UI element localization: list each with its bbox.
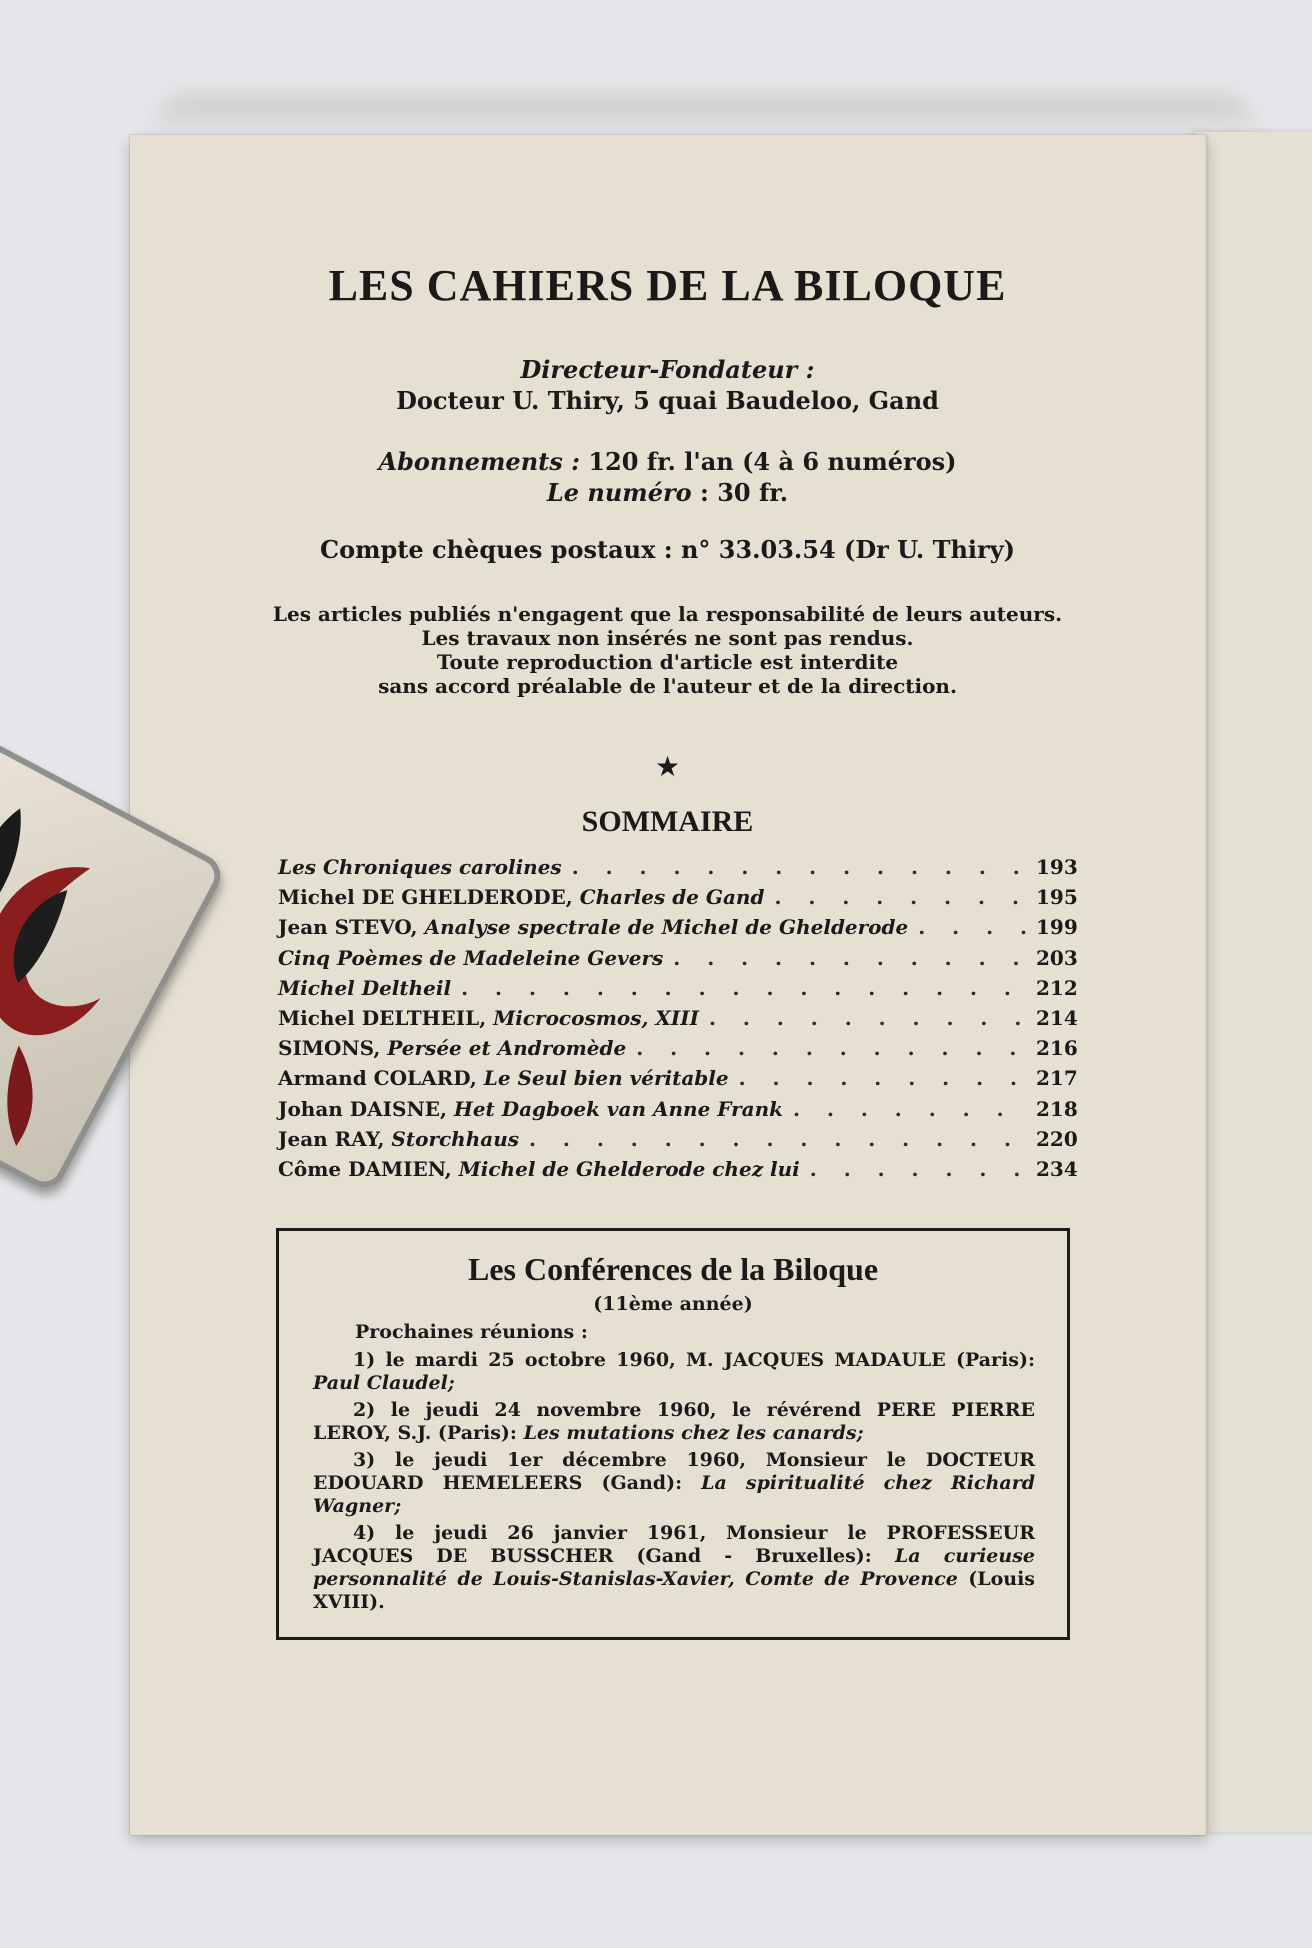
toc-entry	[278, 975, 1078, 1006]
toc-entry	[278, 1156, 1078, 1187]
conference-title: Paul Claudel;	[313, 1372, 455, 1394]
toc-work: Les Chroniques carolines	[278, 855, 562, 879]
toc-leader	[810, 1157, 1026, 1181]
notice-line: Les articles publiés n'engagent que la responsabilité de leurs auteurs.	[272, 602, 1063, 626]
toc-page-number: 199	[1036, 915, 1078, 940]
toc-work: Cinq Poèmes de Madeleine Gevers	[278, 945, 664, 970]
toc-author: SIMONS,	[278, 1036, 388, 1061]
toc-author: Côme DAMIEN,	[278, 1156, 459, 1181]
toc-entry	[278, 945, 1078, 976]
conference-title: La curieuse personnalité de Louis-Stanislas-Xavier, Comte de Provence	[313, 1545, 1035, 1590]
directeur-block	[130, 355, 1205, 415]
toc-entry	[278, 1005, 1078, 1036]
conference-text: 3) le jeudi 1er décembre 1960, Monsieur le DOCTEUR EDOUARD HEMELEERS (Gand):	[313, 1449, 1035, 1494]
star-divider: ★	[654, 750, 681, 783]
abonnements-block	[130, 447, 1205, 507]
conference-item	[313, 1449, 1035, 1518]
toc-work: Analyse spectrale de Michel de Ghelderode	[424, 915, 909, 940]
conference-title: La spiritualité chez Richard Wagner;	[313, 1472, 1035, 1517]
conference-text: 1) le mardi 25 octobre 1960, M. JACQUES MADAULE (Paris):	[353, 1349, 1035, 1371]
toc-work: Persée et Andromède	[387, 1036, 627, 1061]
toc-entry	[278, 1096, 1078, 1127]
toc-entry	[278, 915, 1078, 945]
toc-page-number: 203	[1036, 945, 1078, 970]
conference-title: Les mutations chez les canards;	[523, 1422, 864, 1444]
booklet-page	[130, 135, 1207, 1835]
toc-author: Michel DE GHELDERODE,	[278, 885, 580, 910]
toc-page-number: 193	[1036, 855, 1078, 879]
directeur-value: Docteur U. Thiry, 5 quai Baudeloo, Gand	[396, 386, 939, 415]
toc-page-number: 216	[1036, 1036, 1078, 1061]
conferences-title: Les Conférences de la Biloque	[467, 1251, 879, 1287]
abonnements-value: 120 fr. l'an (4 à 6 numéros)	[588, 447, 957, 476]
notice-line: Toute reproduction d'article est interdite	[436, 650, 899, 674]
table-of-contents	[278, 855, 1078, 1187]
toc-work: Storchhaus	[391, 1126, 519, 1151]
toc-entry	[278, 855, 1078, 885]
toc-page-number: 214	[1036, 1005, 1078, 1030]
conferences-list	[313, 1349, 1035, 1618]
conference-item	[313, 1399, 1035, 1445]
toc-entry	[278, 1066, 1078, 1096]
toc-work: Microcosmos, XIII	[493, 1005, 699, 1030]
toc-author: Jean STEVO,	[278, 915, 425, 940]
toc-leader	[572, 855, 1026, 879]
numero-value: : 30 fr.	[699, 478, 789, 507]
toc-leader	[673, 946, 1026, 970]
conferences-box	[276, 1228, 1070, 1640]
toc-author: Jean RAY,	[278, 1126, 392, 1151]
notice-line: sans accord préalable de l'auteur et de la direction.	[378, 674, 957, 698]
toc-page-number: 234	[1036, 1156, 1078, 1181]
toc-leader	[918, 915, 1026, 939]
toc-page-number: 217	[1036, 1066, 1078, 1091]
toc-page-number: 195	[1036, 885, 1078, 910]
conferences-intro: Prochaines réunions :	[355, 1321, 588, 1343]
toc-entry	[278, 1036, 1078, 1066]
toc-work: Het Dagboek van Anne Frank	[453, 1096, 784, 1121]
conference-item	[313, 1349, 1035, 1395]
toc-entry	[278, 885, 1078, 915]
toc-leader	[636, 1036, 1026, 1060]
toc-leader	[529, 1127, 1026, 1151]
toc-entry	[278, 1126, 1078, 1157]
numero-label: Le numéro	[546, 478, 692, 507]
adjacent-page-edge	[1195, 132, 1312, 1832]
toc-author: Michel DELTHEIL,	[278, 1005, 494, 1030]
directeur-label: Directeur-Fondateur :	[520, 355, 815, 384]
toc-page-number: 212	[1036, 975, 1078, 1000]
toc-author: Armand COLARD,	[278, 1066, 484, 1091]
toc-work: Le Seul bien véritable	[483, 1066, 729, 1091]
toc-page-number: 218	[1036, 1096, 1078, 1121]
conference-tail: (Louis XVIII).	[313, 1568, 1035, 1613]
toc-author: Johan DAISNE,	[278, 1096, 454, 1121]
toc-leader	[709, 1006, 1026, 1030]
notices-block	[130, 602, 1205, 698]
toc-work: Michel de Ghelderode chez lui	[458, 1156, 800, 1181]
background-shadow	[150, 95, 1260, 135]
conference-text: 4) le jeudi 26 janvier 1961, Monsieur le PROFESSEUR JACQUES DE BUSSCHER (Gand - Bruxelles):	[313, 1522, 1035, 1567]
toc-work: Charles de Gand	[579, 885, 765, 910]
abonnements-label: Abonnements :	[378, 447, 580, 476]
toc-leader	[793, 1097, 1026, 1121]
journal-title: LES CAHIERS DE LA BILOQUE	[328, 261, 1007, 310]
toc-leader	[739, 1066, 1026, 1090]
toc-leader	[774, 885, 1026, 909]
toc-page-number: 220	[1036, 1126, 1078, 1151]
toc-work: Michel Deltheil	[278, 975, 452, 1000]
toc-leader	[461, 976, 1026, 1000]
notice-line: Les travaux non insérés ne sont pas rendus.	[421, 626, 914, 650]
page-content	[130, 135, 1205, 1835]
tile-petal-lower	[0, 1045, 59, 1146]
sommaire-heading: SOMMAIRE	[581, 805, 754, 838]
compte-line: Compte chèques postaux : n° 33.03.54 (Dr U. Thiry)	[319, 535, 1015, 564]
conference-text: 2) le jeudi 24 novembre 1960, le révérend PERE PIERRE LEROY, S.J. (Paris):	[313, 1399, 1035, 1444]
conferences-subtitle: (11ème année)	[593, 1293, 753, 1315]
conference-item	[313, 1522, 1035, 1614]
